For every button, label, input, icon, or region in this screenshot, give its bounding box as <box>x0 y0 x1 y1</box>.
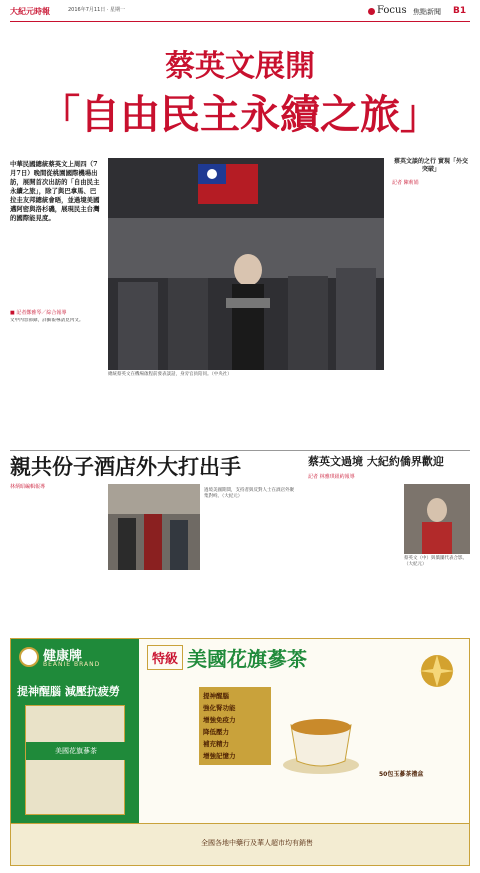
second-photo-caption: 過境美國期間，支持者與反對人士在酒店外聚集對峙。（大紀元） <box>204 488 294 499</box>
second-headline: 親共份子酒店外大打出手 <box>10 454 241 479</box>
third-body-col-2 <box>404 574 470 633</box>
second-photo <box>108 484 200 570</box>
ad-special: 特級 <box>147 645 183 670</box>
press-conference-illustration <box>108 158 384 370</box>
ad-slogan: 提神醒腦 減壓抗疲勞 <box>17 685 120 698</box>
ad-footer-strip <box>11 823 469 865</box>
third-photo <box>404 484 470 554</box>
sidebar-byline: 記者 陳莉娟 <box>392 180 419 186</box>
byline-marker-icon: ■ <box>10 310 17 316</box>
main-body-col-4 <box>292 382 384 444</box>
tea-cup-image <box>279 695 363 779</box>
sidebar-body <box>392 188 470 444</box>
brand-en: BEANIE BRAND <box>43 661 101 668</box>
main-body-col-1 <box>10 318 102 443</box>
third-headline: 蔡英文過境 大紀約僑界歡迎 <box>308 455 444 468</box>
ad-price-note: 50包玉蔘茶禮盒 <box>379 771 424 778</box>
benefit-item: 降低壓力 <box>203 728 229 736</box>
meeting-illustration <box>404 484 470 554</box>
main-photo-caption: 總統蔡英文在機場啟程前發表談話，身旁官員陪同。（中央社） <box>108 372 232 377</box>
section-en: Focus <box>377 5 407 16</box>
protest-illustration <box>108 484 200 570</box>
box-label: 美國花旗蔘茶 <box>55 747 97 755</box>
byline-text: 記者鄭雅琴／綜合報導 <box>16 310 67 316</box>
brand-zh: 健康牌 <box>43 649 83 664</box>
third-body-col-1 <box>308 484 398 633</box>
main-byline <box>10 309 102 316</box>
main-body-col-2 <box>108 382 194 444</box>
masthead <box>10 4 470 20</box>
tea-cup-icon <box>279 695 363 779</box>
main-lead: 中華民國總統蔡英文上周四（7月7日）晚間從桃園國際機場出訪，展開首次出訪的「自由民主永續之旅」，除了與巴拿馬、巴拉圭友邦總統會晤，並過境美國邁阿密與洛杉磯，展現民主台灣的國際能見度。 <box>10 160 100 222</box>
header-rule <box>10 21 470 22</box>
body-fill: 文中內容節錄，詳細報導請見內文。 <box>10 318 84 323</box>
main-body-col-3 <box>200 382 286 444</box>
benefits-list <box>199 687 271 765</box>
paper-name: 大紀元時報 <box>10 6 50 16</box>
focus-circle-icon <box>368 8 375 15</box>
third-byline: 記者 林雅琪紐約報導 <box>308 474 355 480</box>
main-headline-2: 「自由民主永續之旅」 <box>40 91 440 138</box>
benefit-item: 增強免疫力 <box>203 716 236 724</box>
ad-product-box <box>25 705 125 815</box>
benefit-item: 提神醒腦 <box>203 692 229 700</box>
ad-product-name: 美國花旗蔘茶 <box>187 647 307 671</box>
sidebar-title: 蔡英文談的之行 實現「外交突破」 <box>393 158 469 173</box>
second-body-col-3 <box>204 530 298 633</box>
second-body-col-2 <box>108 574 200 633</box>
second-byline: 林炳昭編輯報導 <box>10 484 46 490</box>
benefit-item: 增強記憶力 <box>203 752 236 760</box>
page-number: B1 <box>453 6 467 16</box>
main-headline-1: 蔡英文展開 <box>165 49 315 84</box>
ad-right-text <box>379 779 463 819</box>
section-zh: 焦點新聞 <box>413 8 441 16</box>
gift-ribbon-icon <box>411 645 463 697</box>
ad-footer-text: 全國各地中藥行及華人超市均有銷售 <box>201 839 313 847</box>
brand-logo-icon <box>19 647 39 667</box>
main-photo <box>108 158 384 370</box>
third-photo-caption: 蔡英文（中）與僑團代表合影。（大紀元） <box>404 556 467 567</box>
benefit-item: 補充精力 <box>203 740 229 748</box>
section-divider-1 <box>10 450 470 451</box>
second-body-col-1 <box>10 493 102 633</box>
date-line: 2016年7月11日 · 星期一 <box>68 7 126 13</box>
benefit-item: 強化腎功能 <box>203 704 236 712</box>
ginseng-ad[interactable] <box>10 638 470 866</box>
